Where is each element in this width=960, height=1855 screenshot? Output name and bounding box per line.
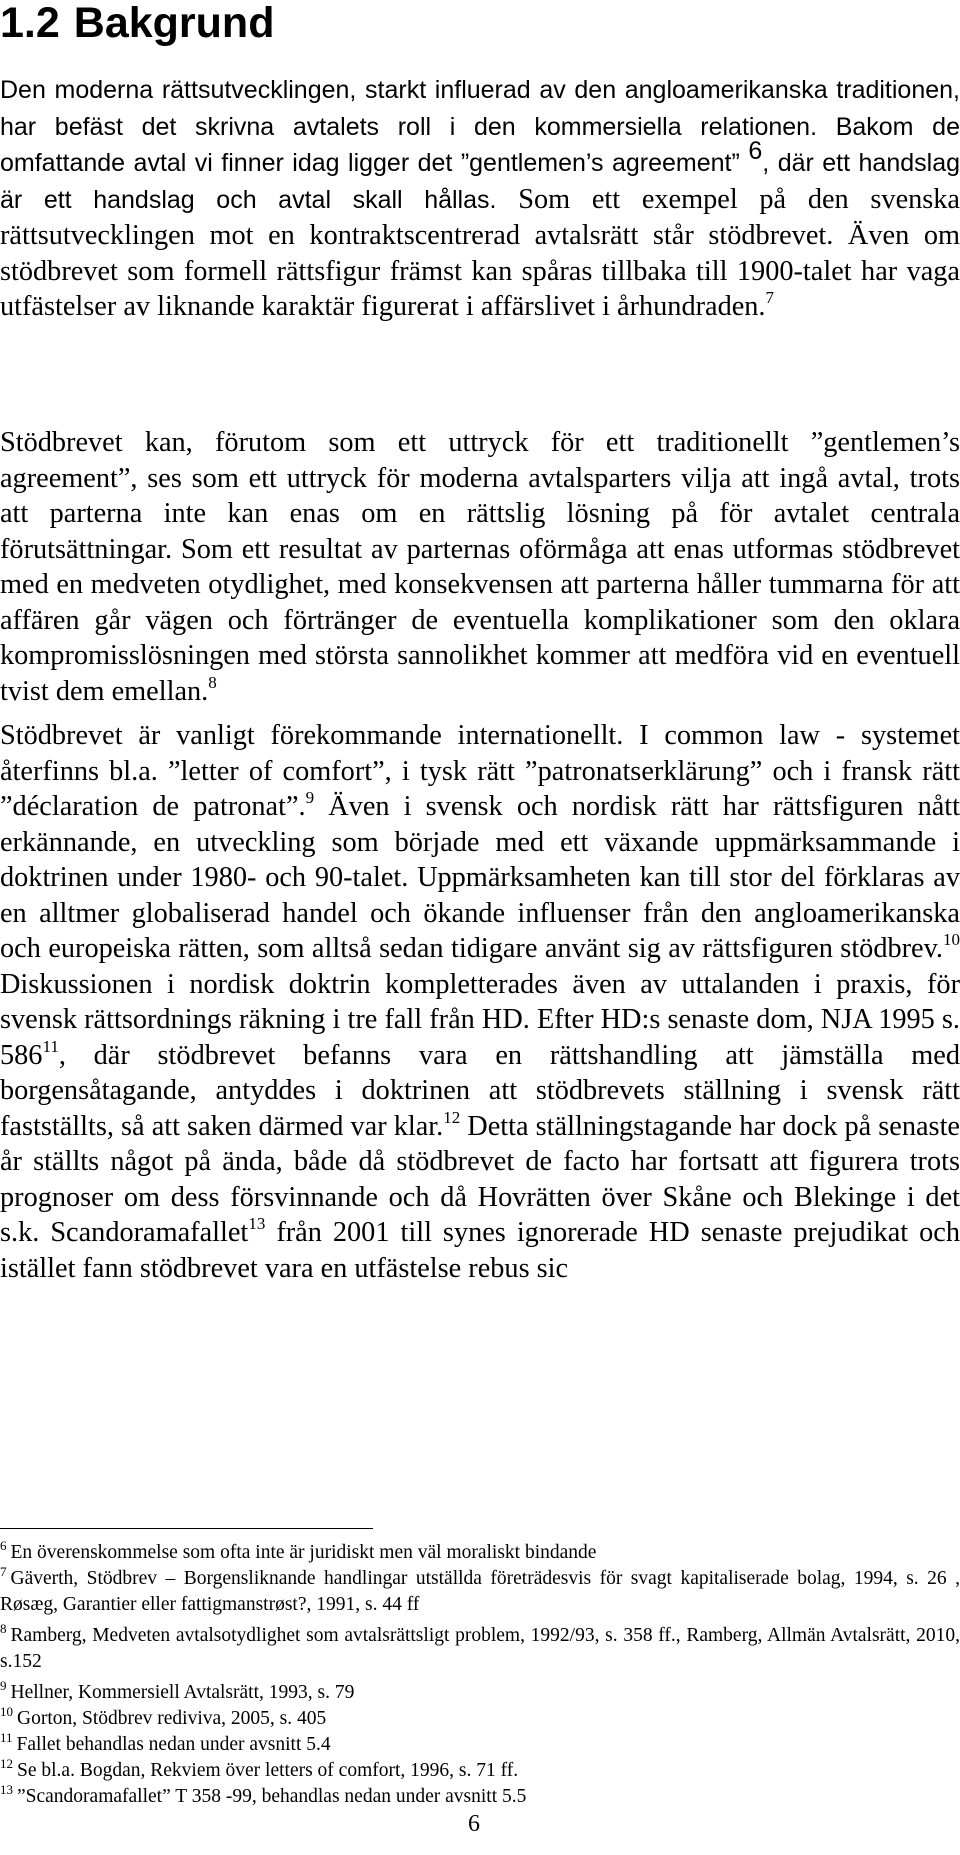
section-number: 1.2 — [0, 0, 60, 47]
footnote-ref-11[interactable]: 11 — [42, 1036, 59, 1056]
paragraph-3-part-3: Diskussionen i nordisk doktrin kompletterades även av uttalanden i praxis, för svensk rättsordnings räkning i tre fall från HD. Efter HD:s senaste dom, NJA 1995 s. 586 — [0, 968, 960, 1071]
footnote-separator — [0, 1528, 373, 1529]
footnote-item — [0, 1784, 960, 1810]
footnote-text: Gorton, Stödbrev rediviva, 2005, s. 405 — [17, 1708, 327, 1729]
footnote-text: ”Scandoramafallet” T 358 -99, behandlas nedan under avsnitt 5.5 — [17, 1786, 527, 1807]
footnote-number: 11 — [0, 1730, 13, 1745]
footnote-ref-9[interactable]: 9 — [305, 788, 315, 807]
footnote-ref-12[interactable]: 12 — [443, 1107, 461, 1127]
footnote-ref-13[interactable]: 13 — [248, 1214, 266, 1233]
footnote-ref-6[interactable]: 6 — [748, 137, 763, 165]
footnote-item — [0, 1706, 960, 1732]
paragraph-3-part-2: Även i svensk och nordisk rätt har rättsfiguren nått erkännande, en utveckling som började med ett växande uppmärksammande i doktrinen under 1980- och 90-talet. Uppmärksamheten kan till stor del förklaras av en alltmer globaliserad handel och ökande influenser från den angloamerikanska och europeiska rätten, som alltså sedan tidigare använt sig av rättsfiguren stödbrev. — [0, 791, 960, 964]
footnote-number: 10 — [0, 1704, 13, 1719]
footnote-text: Gäverth, Stödbrev – Borgensliknande handlingar utställda företrädesvis för svagt kapitaliserade bolag, 1994, s. 26 , Røsæg, Garantier eller fattigmanstrøst?, 1991, s. 44 ff — [0, 1568, 960, 1615]
paragraph-3-part-5: Detta ställningstagande har dock på senaste år ställts något på ända, både då stödbrevet de facto har fortsatt att figurera trots prognoser om dess försvinnande och då Hovrätten över Skåne och Blekinge i det s.k. Scandoramafallet — [0, 1110, 960, 1248]
paragraph-3-part-1: Stödbrevet är vanligt förekommande internationellt. I common law - systemet återfinns bl.a. ”letter of comfort”, i tysk rätt ”patronatserklärung” och i fransk rätt ”déclaration de patronat”. — [0, 720, 960, 822]
footnote-number: 12 — [0, 1756, 13, 1771]
footnote-number: 13 — [0, 1782, 13, 1797]
footnote-item — [0, 1566, 960, 1618]
paragraph-1-sentence-3: Som ett exempel på den svenska rättsutvecklingen mot en kontraktscentrerad avtalsrätt står stödbrevet. Även om stödbrevet som formell rättsfigur främst kan spåras tillbaka till 1900-talet har vaga utfästelser av liknande karaktär figurerat i affärslivet i århundraden. — [0, 183, 960, 322]
paragraph-1-sentence-2: , där ett handslag är ett handslag och avtal skall hållas. — [0, 149, 960, 214]
footnote-item — [0, 1623, 960, 1675]
paragraph-3-part-4: , där stödbrevet befanns vara en rättshandling att jämställa med borgensåtagande, antyddes i doktrinen att stödbrevets ställning i svensk rätt fastställts, så att saken därmed var klar. — [0, 1039, 960, 1142]
paragraph-1 — [0, 72, 960, 325]
footnote-text: En överenskommelse som ofta inte är juridiskt men väl moraliskt bindande — [10, 1542, 597, 1563]
footnote-text: Se bl.a. Bogdan, Rekviem över letters of comfort, 1996, s. 71 ff. — [17, 1760, 519, 1781]
footnote-number: 8 — [0, 1621, 7, 1636]
footnote-ref-10[interactable]: 10 — [943, 930, 960, 949]
footnote-text: Fallet behandlas nedan under avsnitt 5.4 — [16, 1734, 331, 1755]
footnote-number: 6 — [0, 1538, 7, 1553]
footnote-ref-8[interactable]: 8 — [208, 672, 217, 692]
paragraph-2 — [0, 425, 960, 709]
paragraph-3-part-6: från 2001 till synes ignorerade HD senaste prejudikat och istället fann stödbrevet vara en utfästelse rebus sic — [0, 1217, 960, 1284]
footnote-ref-7[interactable]: 7 — [765, 288, 775, 307]
footnote-item — [0, 1540, 960, 1566]
footnote-text: Hellner, Kommersiell Avtalsrätt, 1993, s. 79 — [10, 1682, 355, 1703]
section-title: Bakgrund — [73, 0, 275, 47]
paragraph-1-sentence-1: Den moderna rättsutvecklingen, starkt influerad av den angloamerikanska traditionen, har befäst det skrivna avtalets roll i den kommersiella relationen. Bakom de omfattande avtal vi finner idag ligger det ”gentlemen’s agreement” — [0, 76, 960, 177]
footnote-item — [0, 1732, 960, 1758]
paragraph-2-text: Stödbrevet kan, förutom som ett uttryck för ett traditionellt ”gentlemen’s agreement”, ses som ett uttryck för moderna avtalsparters vilja att ingå avtal, trots att parterna inte kan enas om en rättslig lösning på för avtalet centrala förutsättningar. Som ett resultat av parternas oförmåga att enas utformas stödbrevet med en medveten otydlighet, med konsekvensen att parterna håller tummarna för att affären går vägen och förtränger de eventuella komplikationer som den oklara kompromisslösningen med största sannolikhet kommer att medföra vid en eventuell tvist dem emellan. — [0, 427, 960, 707]
page-number: 6 — [468, 1811, 480, 1837]
footnote-item — [0, 1680, 960, 1706]
footnote-number: 7 — [0, 1564, 7, 1579]
section-heading — [0, 2, 274, 45]
footnote-text: Ramberg, Medveten avtalsotydlighet som avtalsrättsligt problem, 1992/93, s. 358 ff., Ramberg, Allmän Avtalsrätt, 2010, s.152 — [0, 1625, 960, 1672]
footnote-list — [0, 1540, 960, 1810]
footnote-number: 9 — [0, 1678, 7, 1693]
paragraph-3 — [0, 718, 960, 1286]
footnote-item — [0, 1758, 960, 1784]
